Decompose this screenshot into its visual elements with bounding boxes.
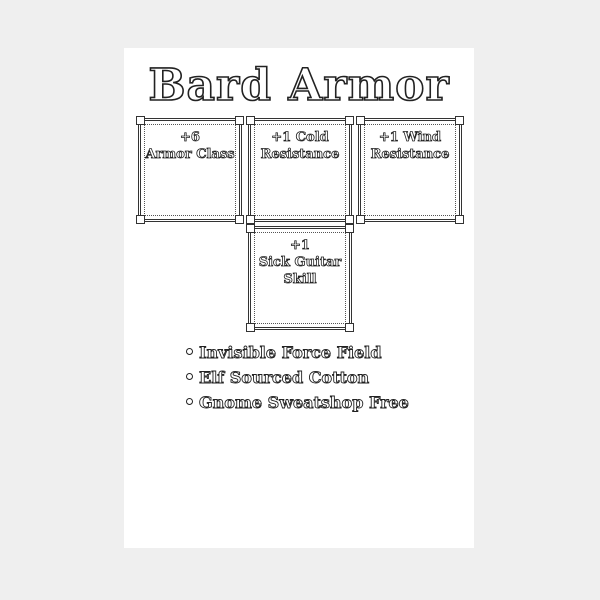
stat-text (251, 237, 349, 288)
stat-line: +1 Wind (378, 130, 442, 145)
ornament-corner-icon (455, 215, 464, 224)
stat-line: Resistance (260, 147, 340, 162)
stat-line: +1 Cold (271, 130, 329, 145)
stat-box-wind-resistance (358, 118, 462, 222)
ornament-corner-icon (246, 224, 255, 233)
feature-text: Invisible Force Field (199, 343, 382, 362)
bullet-icon (186, 373, 193, 380)
stat-line: +1 (290, 238, 310, 253)
ornament-corner-icon (345, 116, 354, 125)
stat-line: +6 (180, 130, 200, 145)
ornament-corner-icon (356, 215, 365, 224)
ornament-corner-icon (345, 215, 354, 224)
stat-text (251, 129, 349, 163)
ornament-corner-icon (136, 116, 145, 125)
ornament-corner-icon (246, 116, 255, 125)
poster-sheet (124, 48, 474, 548)
stat-line: Sick Guitar (258, 255, 342, 270)
list-item (186, 340, 409, 365)
bullet-icon (186, 348, 193, 355)
ornament-corner-icon (356, 116, 365, 125)
bullet-icon (186, 398, 193, 405)
feature-text: Elf Sourced Cotton (199, 368, 370, 387)
list-item (186, 390, 409, 415)
ornament-corner-icon (235, 215, 244, 224)
stat-line: Armor Class (145, 147, 235, 162)
ornament-corner-icon (136, 215, 145, 224)
ornament-corner-icon (246, 323, 255, 332)
stat-box-guitar-skill (248, 226, 352, 330)
list-item (186, 365, 409, 390)
ornament-corner-icon (345, 323, 354, 332)
stat-text (361, 129, 459, 163)
feature-list (186, 340, 409, 415)
poster-title: Bard Armor (148, 60, 450, 111)
stat-box-armor-class (138, 118, 242, 222)
ornament-corner-icon (246, 215, 255, 224)
stat-text (141, 129, 239, 163)
feature-text: Gnome Sweatshop Free (199, 393, 409, 412)
ornament-corner-icon (235, 116, 244, 125)
stat-line: Resistance (370, 147, 450, 162)
ornament-corner-icon (345, 224, 354, 233)
stat-box-cold-resistance (248, 118, 352, 222)
ornament-corner-icon (455, 116, 464, 125)
stat-line: Skill (283, 272, 317, 287)
